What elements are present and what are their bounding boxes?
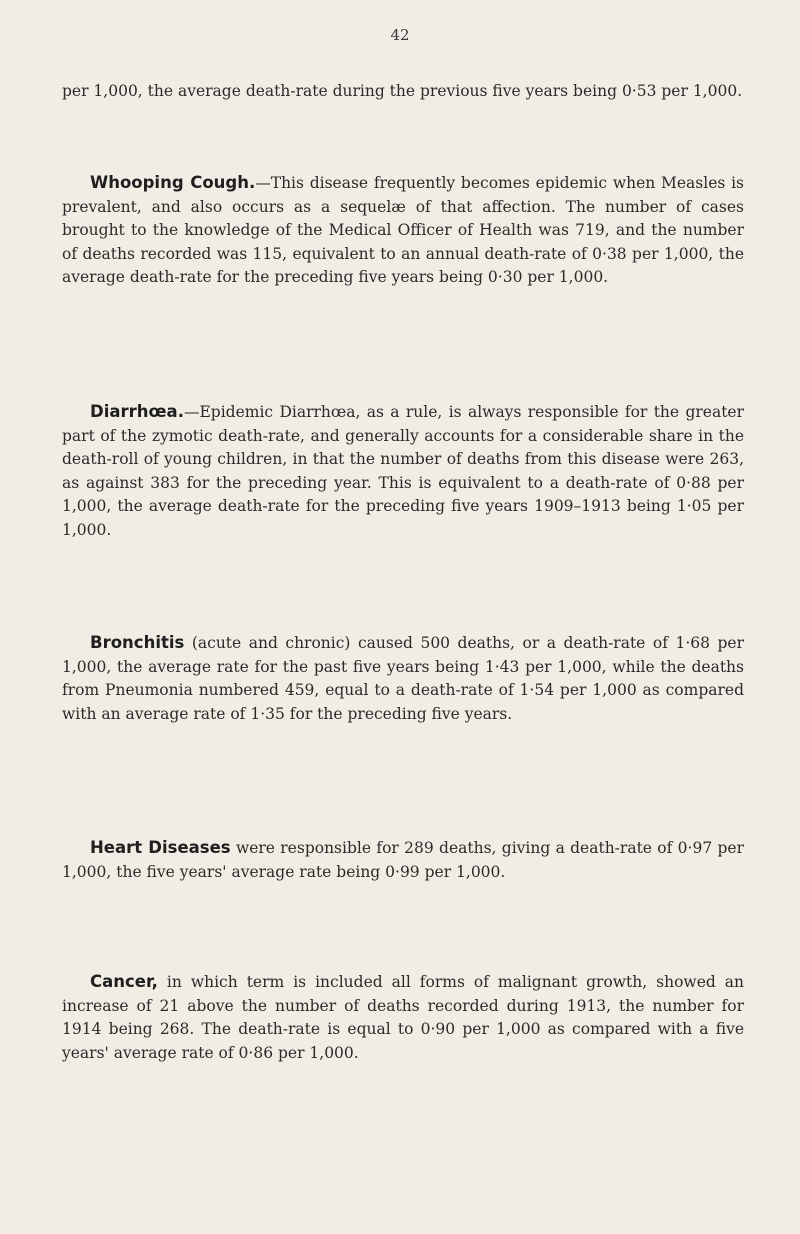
intro-paragraph: per 1,000, the average death-rate during the previous five years being 0·53 per 1,000. [62, 82, 743, 100]
bronchitis-paragraph [62, 631, 744, 726]
page-number: 42 [390, 26, 410, 44]
whooping-cough-text: —This disease frequently becomes epidemic when Measles is prevalent, and also occurs as a sequelæ of that affection. The number of cases brought to the knowledge of the Medical Officer of Health was 719, and the number of deaths recorded was 115, equivalent to an annual death-rate of 0·38 per 1,000, the average death-rate for the preceding five years being 0·30 per 1,000. [62, 174, 744, 286]
cancer-heading: Cancer, [90, 972, 158, 991]
heart-diseases-heading: Heart Diseases [90, 838, 231, 857]
heart-diseases-paragraph [62, 836, 744, 884]
whooping-cough-paragraph [62, 171, 744, 290]
heart-diseases-text: were responsible for 289 deaths, giving a death-rate of 0·97 per 1,000, the five years' average rate being 0·99 per 1,000. [62, 839, 745, 881]
cancer-paragraph [62, 970, 744, 1065]
diarrhoea-text: —Epidemic Diarrhœa, as a rule, is always responsible for the greater part of the zymotic death-rate, and generally accounts for a considerable share in the death-roll of young children, in that the number of deaths from this disease were 263, as against 383 for the preceding year. This is equivalent to a death-rate of 0·88 per 1,000, the average death-rate for the preceding five years 1909–1913 being 1·05 per 1,000. [62, 403, 744, 539]
diarrhoea-paragraph [62, 400, 744, 542]
bronchitis-heading: Bronchitis [90, 633, 185, 652]
whooping-cough-heading: Whooping Cough. [90, 173, 256, 192]
cancer-text: in which term is included all forms of malignant growth, showed an increase of 21 above the number of deaths recorded during 1913, the number for 1914 being 268. The death-rate is equal to 0·90 per 1,000 as compared with a five years' average rate of 0·86 per 1,000. [62, 973, 744, 1062]
diarrhoea-heading: Diarrhœa. [90, 402, 184, 421]
bronchitis-text: (acute and chronic) caused 500 deaths, or a death-rate of 1·68 per 1,000, the average rate for the past five years being 1·43 per 1,000, while the deaths from Pneumonia numbered 459, equal to a death-rate of 1·54 per 1,000 as compared with an average rate of 1·35 for the preceding five years. [62, 634, 744, 723]
